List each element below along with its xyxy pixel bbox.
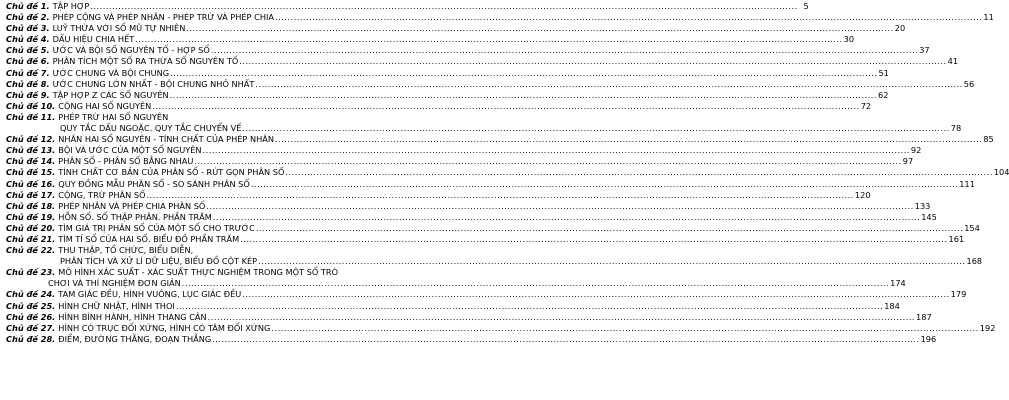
toc-page-number: 154 [964, 222, 980, 233]
toc-entry-title: PHÂN TÍCH MỘT SỐ RA THỪA SỐ NGUYÊN TỐ [52, 56, 239, 67]
toc-entry-label: Chủ đề 10. [6, 100, 56, 111]
toc-page-number: 41 [947, 56, 959, 67]
toc-entry[interactable] [6, 78, 975, 90]
toc-entry-title: ĐIỂM, ĐƯỜNG THẲNG, ĐOẠN THẲNG [58, 333, 212, 344]
toc-entry-title: TÌM GIÁ TRỊ PHÂN SỐ CỦA MỘT SỐ CHO TRƯỚC [58, 222, 255, 233]
toc-page-number: 30 [843, 34, 855, 45]
toc-entry[interactable] [6, 112, 396, 123]
toc-dot-leader [152, 101, 859, 112]
toc-entry[interactable] [6, 89, 889, 101]
toc-dot-leader [275, 12, 982, 23]
toc-entry[interactable] [6, 34, 855, 45]
toc-entry-title: MÔ HÌNH XÁC SUẤT - XÁC SUẤT THỰC NGHIỆM TRONG MỘT SỐ TRÒ [58, 267, 339, 278]
toc-entry-label: Chủ đề 3. [6, 23, 50, 34]
toc-dot-leader [186, 23, 893, 34]
toc-entry-title: TÌM TỈ SỐ CỦA HAI SỐ. BIỂU ĐỒ PHẦN TRĂM [58, 233, 240, 244]
toc-dot-leader [213, 212, 920, 223]
toc-dot-leader [208, 312, 915, 323]
toc-entry-title: NHÂN HAI SỐ NGUYÊN - TÍNH CHẤT CỦA PHÉP NHÂN [58, 134, 274, 145]
toc-dot-leader [251, 179, 958, 190]
toc-dot-leader [258, 256, 965, 267]
toc-entry[interactable] [6, 12, 994, 23]
toc-page-number: 104 [993, 167, 1009, 178]
toc-entry-label: Chủ đề 23. [6, 267, 56, 278]
toc-entry-label: Chủ đề 4. [6, 34, 50, 45]
toc-entry[interactable] [6, 178, 975, 190]
toc-entry[interactable] [6, 233, 965, 245]
toc-dot-leader [170, 90, 877, 101]
toc-entry-title: QUY TẮC DẤU NGOẶC. QUY TẮC CHUYỂN VẾ [60, 123, 242, 134]
toc-entry[interactable] [6, 256, 983, 267]
toc-page-number: 187 [916, 311, 932, 322]
toc-entry-title: CỘNG, TRỪ PHÂN SỐ [58, 189, 146, 200]
toc-entry-label: Chủ đề 1. [6, 1, 50, 11]
toc-dot-leader [242, 123, 949, 134]
toc-page-number: 85 [983, 134, 994, 145]
toc-page-number: 174 [890, 278, 906, 289]
toc-entry-label: Chủ đề 28. [6, 333, 56, 344]
toc-entry[interactable] [6, 311, 932, 323]
toc-entry-label: Chủ đề 19. [6, 211, 56, 222]
toc-entry[interactable] [6, 300, 900, 312]
toc-entry-title: CHƠI VÀ THÍ NGHIỆM ĐƠN GIẢN [48, 278, 181, 289]
toc-entry[interactable] [6, 23, 906, 34]
toc-entry-title: PHÉP CỘNG VÀ PHÉP NHÂN - PHÉP TRỪ VÀ PHÉP CHIA [52, 12, 274, 23]
toc-entry[interactable] [6, 156, 914, 167]
toc-entry-label: Chủ đề 5. [6, 45, 50, 56]
toc-page-number: 56 [963, 78, 975, 89]
toc-entry-title: ƯỚC CHUNG VÀ BỘI CHUNG [52, 67, 170, 78]
toc-entry-title: PHÉP NHÂN VÀ PHÉP CHIA PHÂN SỐ [58, 200, 206, 211]
toc-page-number: 92 [910, 145, 922, 156]
toc-entry-title: HÌNH BÌNH HÀNH, HÌNH THANG CÂN [58, 311, 207, 322]
toc-page-number: 37 [919, 45, 930, 56]
toc-entry-label: Chủ đề 22. [6, 245, 56, 256]
toc-page-number: 120 [854, 189, 871, 200]
toc-entry-label: Chủ đề 15. [6, 167, 56, 178]
toc-entry[interactable] [6, 322, 996, 334]
toc-entry[interactable] [6, 1, 809, 12]
toc-entry-title: TÍNH CHẤT CƠ BẢN CỦA PHÂN SỐ - RÚT GỌN PHÂN SỐ [58, 167, 285, 178]
toc-page-number: 168 [966, 256, 983, 267]
toc-dot-leader [170, 68, 877, 79]
toc-dot-leader [194, 156, 901, 167]
toc-dot-leader [212, 334, 919, 345]
toc-entry[interactable] [6, 211, 937, 223]
toc-entry-label: Chủ đề 21. [6, 233, 56, 244]
toc-page-number: 192 [979, 322, 996, 333]
toc-entry[interactable] [6, 222, 980, 234]
toc-entry-title: LUỸ THỪA VỚI SỐ MŨ TỰ NHIÊN [52, 23, 186, 34]
toc-dot-leader [147, 190, 854, 201]
toc-entry[interactable] [6, 200, 931, 212]
toc-entry[interactable] [6, 167, 1009, 178]
toc-entry[interactable] [6, 289, 967, 300]
toc-entry-label: Chủ đề 7. [6, 67, 50, 78]
toc-page-number: 5 [803, 1, 809, 11]
toc-entry-label: Chủ đề 13. [6, 145, 56, 156]
toc-entry-label: Chủ đề 20. [6, 222, 56, 233]
toc-entry-label: Chủ đề 24. [6, 289, 56, 300]
toc-dot-leader [275, 134, 982, 145]
toc-entry-label: Chủ đề 18. [6, 200, 56, 211]
toc-page-number: 111 [959, 178, 975, 189]
toc-entry[interactable] [6, 245, 396, 256]
toc-entry-title: PHÂN TÍCH VÀ XỬ LÍ DỮ LIỆU, BIỂU ĐỒ CỘT KÉP [60, 256, 258, 267]
toc-entry-label: Chủ đề 27. [6, 322, 56, 333]
toc-dot-leader [271, 323, 978, 334]
toc-entry-label: Chủ đề 9. [6, 89, 50, 100]
toc-entry-label: Chủ đề 25. [6, 300, 56, 311]
toc-entry[interactable] [6, 56, 959, 67]
toc-dot-leader [203, 145, 910, 156]
toc-entry-title: HỖN SỐ. SỐ THẬP PHÂN. PHẦN TRĂM [58, 211, 212, 222]
toc-dot-leader [239, 56, 946, 67]
toc-page-number: 62 [878, 89, 889, 100]
toc-entry-label: Chủ đề 6. [6, 56, 50, 67]
toc-entry-title: HÌNH CHỮ NHẬT, HÌNH THOI [58, 300, 175, 311]
toc-entry[interactable] [6, 45, 930, 56]
toc-dot-leader [90, 1, 797, 12]
toc-page-number: 51 [878, 67, 889, 78]
toc-page-number: 161 [948, 233, 965, 244]
toc-dot-leader [255, 79, 962, 90]
toc-entry-title: TẬP HỢP Z CÁC SỐ NGUYÊN [52, 89, 169, 100]
toc-page-number: 196 [920, 333, 937, 344]
toc-entry-label: Chủ đề 17. [6, 189, 56, 200]
toc-page-number: 78 [950, 123, 962, 134]
toc-dot-leader [206, 201, 913, 212]
toc-entry-title: ƯỚC CHUNG LỚN NHẤT - BỘI CHUNG NHỎ NHẤT [52, 78, 255, 89]
toc-entry[interactable] [6, 333, 937, 345]
toc-entry[interactable] [6, 278, 906, 289]
toc-page-number: 133 [914, 200, 931, 211]
toc-page-number: 145 [921, 211, 937, 222]
toc-dot-leader [135, 34, 842, 45]
toc-dot-leader [285, 167, 992, 178]
toc-entry-label: Chủ đề 26. [6, 311, 56, 322]
toc-page-number: 184 [884, 300, 900, 311]
toc-entry-label: Chủ đề 11. [6, 111, 56, 122]
toc-page-number: 20 [894, 23, 906, 34]
toc-entry[interactable] [6, 100, 872, 112]
toc-page-number: 179 [950, 289, 967, 300]
toc-entry-label: Chủ đề 14. [6, 156, 56, 167]
toc-page-number: 72 [860, 100, 872, 111]
toc-entry-title: PHÉP TRỪ HAI SỐ NGUYÊN [58, 111, 169, 122]
toc-entry-title: ƯỚC VÀ BỘI SỐ NGUYÊN TỐ - HỢP SỐ [52, 45, 210, 56]
toc-dot-leader [211, 45, 918, 56]
toc-entry-title: THU THẬP, TỔ CHỨC, BIỂU DIỄN, [58, 245, 194, 256]
toc-entry-title: CỘNG HAI SỐ NGUYÊN [58, 100, 152, 111]
toc-entry-title: QUY ĐỒNG MẪU PHÂN SỐ - SO SÁNH PHÂN SỐ [58, 178, 250, 189]
toc-dot-leader [242, 289, 949, 300]
toc-entry[interactable] [6, 67, 889, 79]
toc-entry[interactable] [6, 189, 871, 201]
toc-entry[interactable] [6, 145, 922, 156]
toc-entry-title: PHÂN SỐ - PHÂN SỐ BẰNG NHAU [58, 156, 194, 167]
toc-entry[interactable] [6, 267, 396, 278]
toc-dot-leader [182, 278, 889, 289]
toc-dot-leader [240, 234, 947, 245]
toc-entry-title: TAM GIÁC ĐỀU, HÌNH VUÔNG, LỤC GIÁC ĐỀU [58, 289, 242, 300]
toc-entry-label: Chủ đề 2. [6, 12, 50, 23]
toc-entry-title: HÌNH CÓ TRỤC ĐỐI XỨNG, HÌNH CÓ TÂM ĐỐI XỨNG [58, 322, 271, 333]
toc-entry[interactable] [6, 123, 962, 134]
toc-entry-title: DẤU HIỆU CHIA HẾT [52, 34, 135, 45]
toc-dot-leader [176, 301, 883, 312]
toc-entry-label: Chủ đề 16. [6, 178, 56, 189]
toc-page-number: 97 [902, 156, 914, 167]
toc-entry[interactable] [6, 134, 994, 145]
toc-entry-title: BỘI VÀ ƯỚC CỦA MỘT SỐ NGUYÊN [58, 145, 202, 156]
toc-page-number: 11 [983, 12, 994, 23]
toc-entry-title: TẬP HỢP [52, 1, 90, 11]
toc-entry-label: Chủ đề 8. [6, 78, 50, 89]
toc-dot-leader [256, 223, 963, 234]
toc-entry-label: Chủ đề 12. [6, 134, 56, 145]
